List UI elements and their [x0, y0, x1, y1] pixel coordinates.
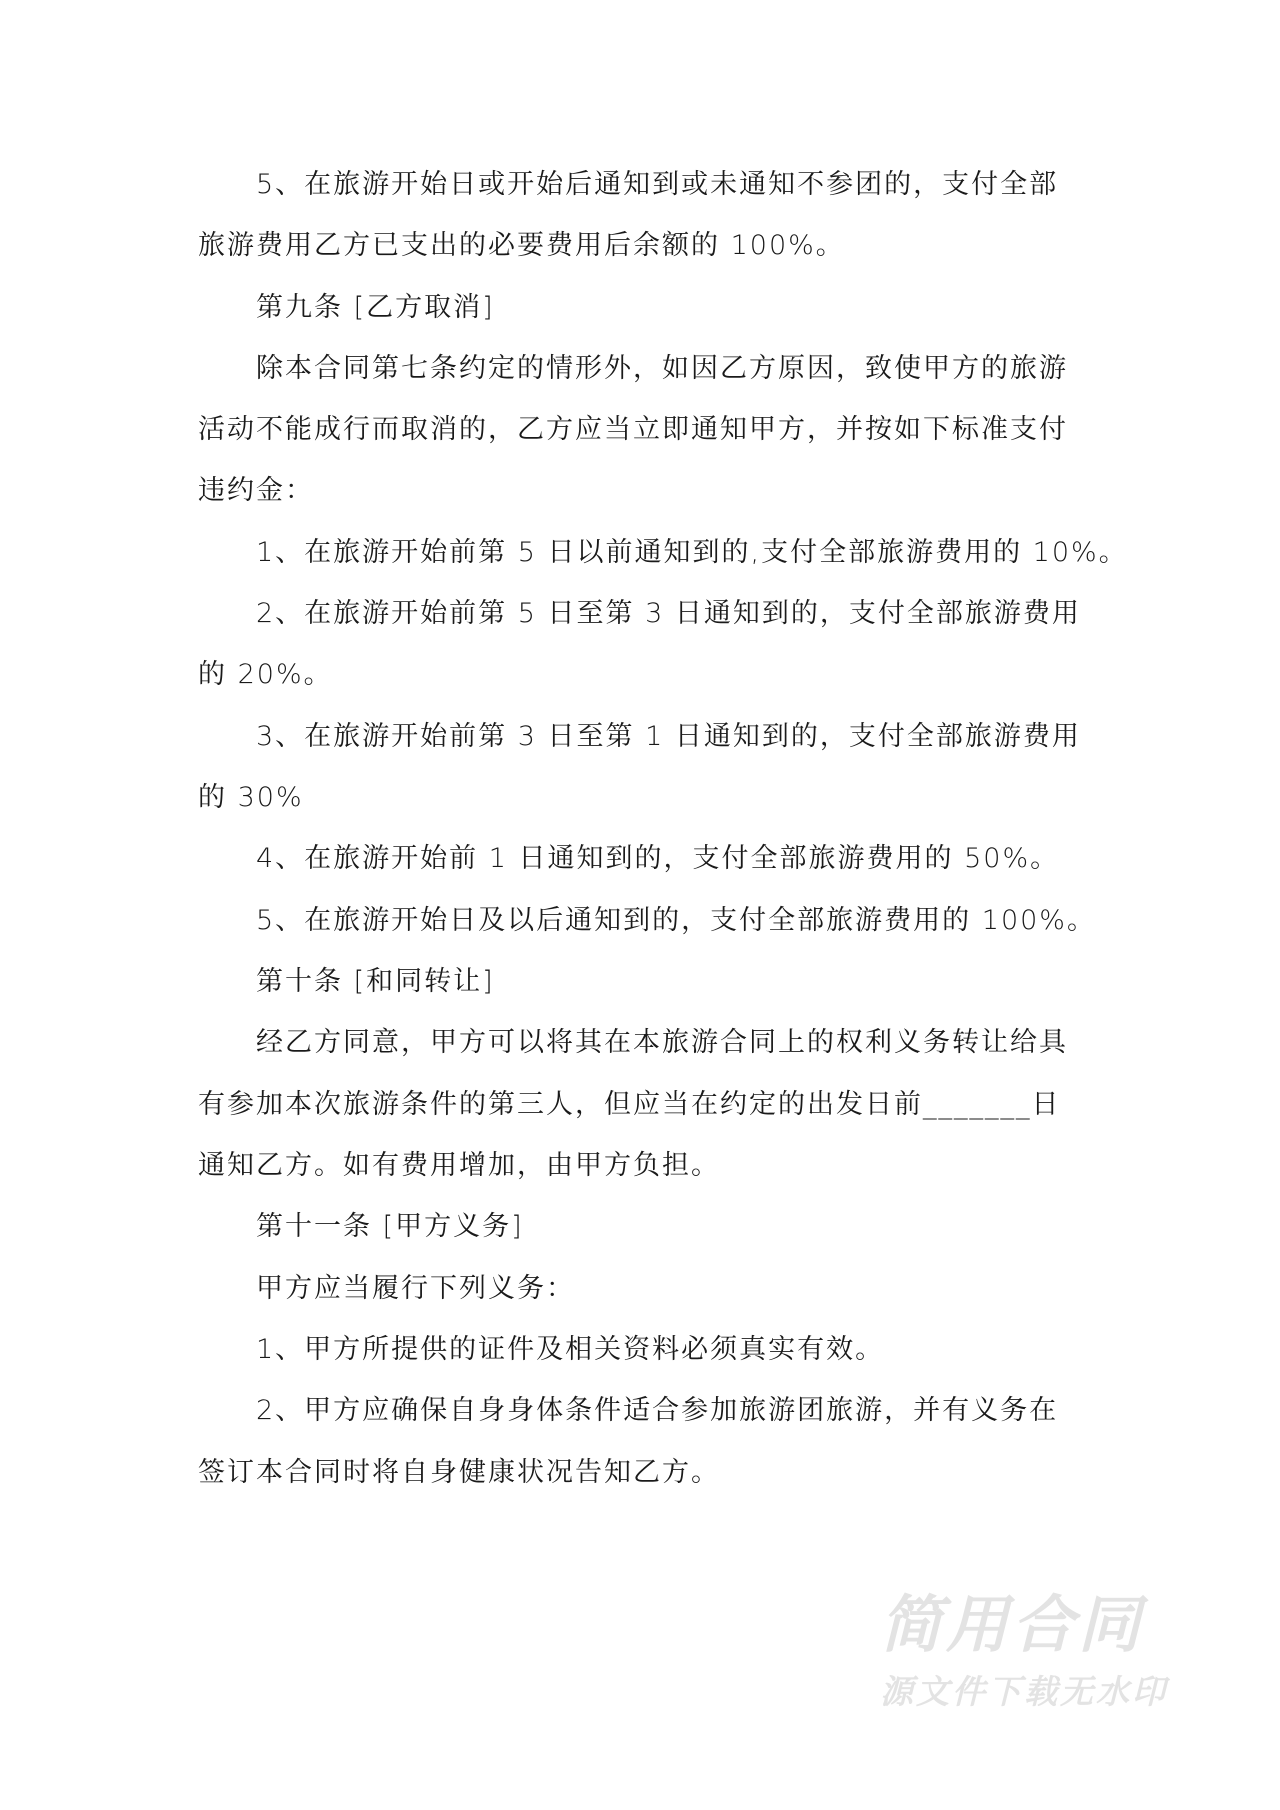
list-item-3: 3、在旅游开始前第 3 日至第 1 日通知到的，支付全部旅游费用 [256, 721, 1081, 752]
paragraph-continuation: 的 30% [198, 782, 304, 813]
watermark-title: 简用合同 [880, 1588, 1145, 1661]
list-item-4: 4、在旅游开始前 1 日通知到的，支付全部旅游费用的 50%。 [256, 843, 1060, 874]
list-item-2: 2、在旅游开始前第 5 日至第 3 日通知到的，支付全部旅游费用 [256, 598, 1081, 629]
paragraph-continuation: 通知乙方。如有费用增加，由甲方负担。 [198, 1150, 720, 1181]
article-10-heading: 第十条 [和同转让] [256, 966, 495, 997]
paragraph-continuation: 有参加本次旅游条件的第三人，但应当在约定的出发日前_______日 [198, 1089, 1061, 1120]
watermark [880, 1590, 1168, 1712]
list-item-1: 1、在旅游开始前第 5 日以前通知到的,支付全部旅游费用的 10%。 [256, 537, 1128, 568]
paragraph-continuation: 签订本合同时将自身健康状况告知乙方。 [198, 1457, 720, 1488]
list-item-5: 5、在旅游开始日及以后通知到的，支付全部旅游费用的 100%。 [256, 905, 1096, 936]
watermark-subtitle: 源文件下载无水印 [880, 1672, 1168, 1711]
paragraph-continuation: 活动不能成行而取消的，乙方应当立即通知甲方，并按如下标准支付 [198, 414, 1068, 445]
paragraph-continuation: 违约金： [198, 475, 314, 506]
article-11-heading: 第十一条 [甲方义务] [256, 1211, 524, 1242]
list-item-1: 1、甲方所提供的证件及相关资料必须真实有效。 [256, 1334, 885, 1365]
paragraph-continuation: 旅游费用乙方已支出的必要费用后余额的 100%。 [198, 230, 845, 261]
article-11-intro: 甲方应当履行下列义务： [256, 1273, 575, 1304]
paragraph-continuation: 的 20%。 [198, 659, 333, 690]
list-item-5-cancellation: 5、在旅游开始日或开始后通知到或未通知不参团的，支付全部 [256, 169, 1059, 200]
article-10-paragraph: 经乙方同意，甲方可以将其在本旅游合同上的权利义务转让给具 [256, 1027, 1068, 1058]
article-9-paragraph: 除本合同第七条约定的情形外，如因乙方原因，致使甲方的旅游 [256, 353, 1068, 384]
article-9-heading: 第九条 [乙方取消] [256, 292, 495, 323]
list-item-2: 2、甲方应确保自身身体条件适合参加旅游团旅游，并有义务在 [256, 1395, 1059, 1426]
